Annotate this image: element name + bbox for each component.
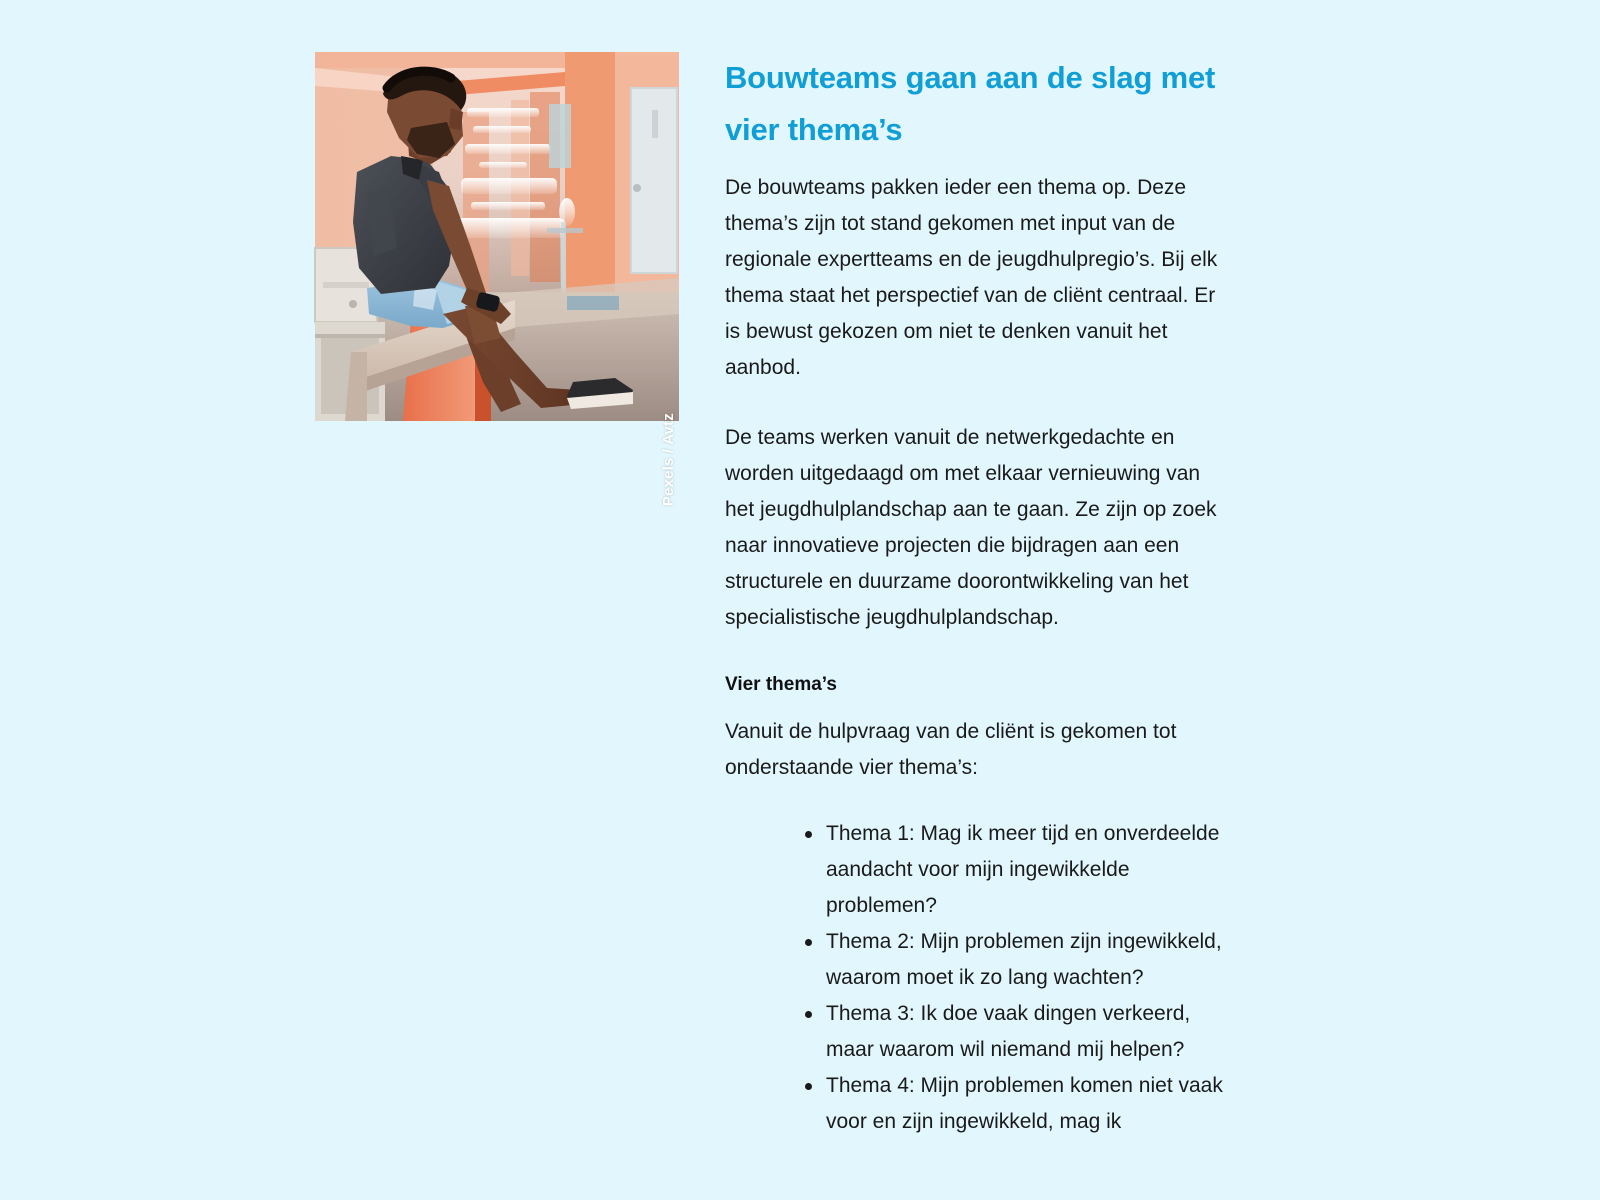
article-body (725, 52, 1230, 1140)
article-media (315, 52, 679, 507)
list-item (805, 816, 1230, 924)
photo-image (315, 52, 679, 421)
theme-intro-text: Vanuit de hulpvraag van de cliënt is gekomen tot onderstaande vier thema’s: (725, 720, 1177, 779)
theme-list (725, 816, 1230, 1140)
section-subheading: Vier thema’s (725, 674, 837, 695)
theme-item-label: Thema 2: Mijn problemen zijn ingewikkeld, waarom moet ik zo lang wachten? (826, 930, 1222, 989)
list-item (805, 996, 1230, 1068)
page-title: Bouwteams gaan aan de slag met vier thema’s (725, 60, 1216, 147)
theme-item-label: Thema 4: Mijn problemen komen niet vaak voor en zijn ingewikkeld, mag ik (826, 1074, 1223, 1133)
article-photo (315, 52, 679, 507)
article-paragraph-1: De bouwteams pakken ieder een thema op. Deze thema’s zijn tot stand gekomen met input van de regionale expertteams en de jeugdhulpregio’s. Bij elk thema staat het perspectief van de cliënt centraal. Er is bewust gekozen om niet te denken vanuit het aanbod. (725, 176, 1218, 379)
theme-item-label: Thema 1: Mag ik meer tijd en onverdeelde aandacht voor mijn ingewikkelde problemen? (826, 822, 1220, 917)
photo-credit: Pexels / Avtz (660, 413, 677, 507)
list-item (805, 924, 1230, 996)
theme-item-label: Thema 3: Ik doe vaak dingen verkeerd, maar waarom wil niemand mij helpen? (826, 1002, 1191, 1061)
article-paragraph-2: De teams werken vanuit de netwerkgedachte en worden uitgedaagd om met elkaar vernieuwing van het jeugdhulplandschap aan te gaan. Ze zijn op zoek naar innovatieve projecten die bijdragen aan een structurele en duurzame doorontwikkeling van het specialistische jeugdhulplandschap. (725, 426, 1217, 629)
list-item (805, 1068, 1230, 1140)
